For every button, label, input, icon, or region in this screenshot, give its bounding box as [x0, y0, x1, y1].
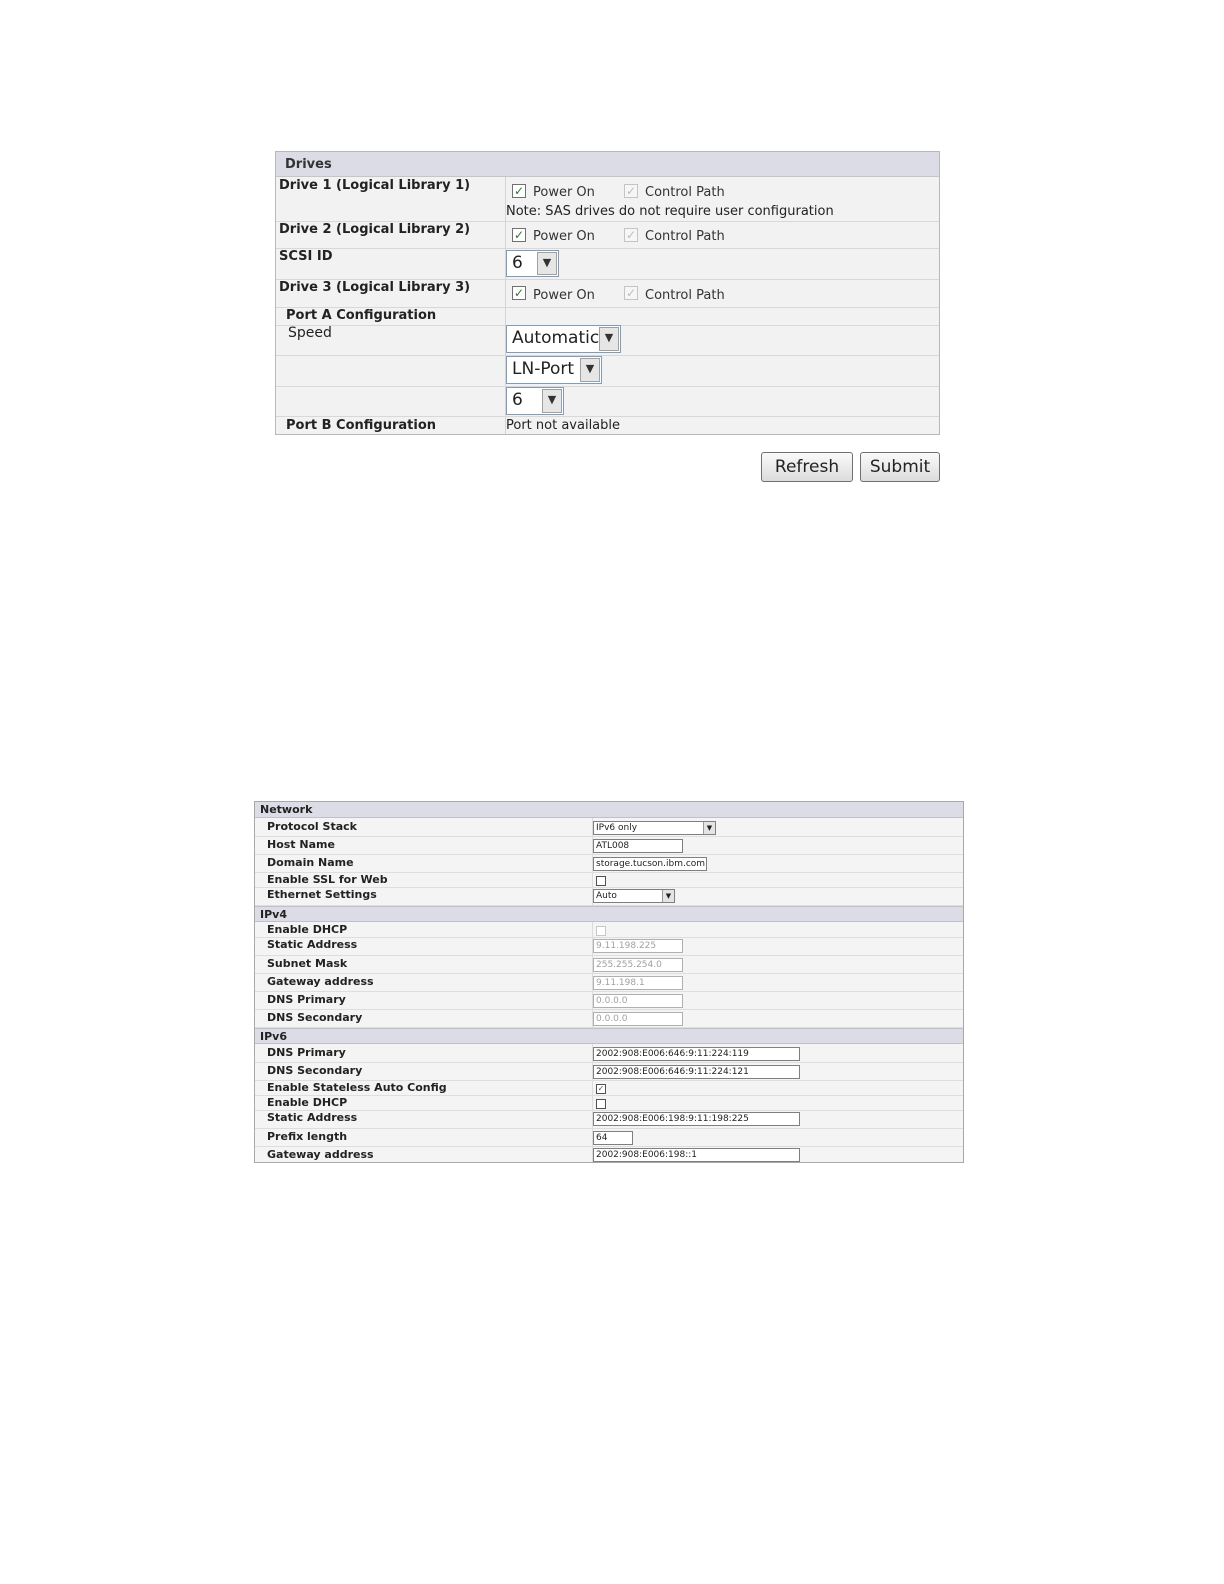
ipv6-dns-primary-row: [255, 1045, 963, 1063]
ipv6-dns-secondary-label: DNS Secondary: [267, 1064, 363, 1077]
sas-note: Note: SAS drives do not require user configuration: [506, 204, 834, 219]
drives-header: Drives: [276, 152, 939, 177]
drive2-label: Drive 2 (Logical Library 2): [279, 222, 471, 237]
drive2-power-on-checkbox[interactable]: ✓: [513, 228, 525, 242]
refresh-button[interactable]: Refresh: [761, 452, 853, 482]
drive3-power-on-checkbox[interactable]: ✓: [513, 286, 525, 300]
port-b-status: Port not available: [506, 418, 621, 433]
domain-name-input[interactable]: storage.tucson.ibm.com: [593, 857, 707, 871]
enable-ssl-checkbox[interactable]: [596, 876, 606, 886]
port-b-row: [276, 416, 939, 435]
protocol-stack-value: IPv6 only: [596, 823, 638, 833]
ipv6-stateless-checkbox[interactable]: ✓: [597, 1084, 605, 1093]
ipv4-dhcp-label: Enable DHCP: [267, 923, 348, 936]
ipv4-gateway-label: Gateway address: [267, 975, 374, 988]
drive1-control-path-label: Control Path: [645, 185, 725, 200]
ethernet-label: Ethernet Settings: [267, 888, 377, 901]
scsi-id-label: SCSI ID: [279, 249, 333, 264]
drive1-power-on-checkbox[interactable]: ✓: [513, 184, 525, 198]
ipv4-dns-primary-input[interactable]: 0.0.0.0: [593, 994, 683, 1008]
speed-row: [276, 325, 939, 356]
port-a-label: Port A Configuration: [286, 308, 437, 323]
ipv4-static-input[interactable]: 9.11.198.225: [593, 939, 683, 953]
ipv6-gateway-label: Gateway address: [267, 1148, 374, 1161]
drive3-power-on-label: Power On: [533, 288, 595, 303]
ipv4-dhcp-row: [255, 923, 963, 938]
ipv6-dhcp-row: [255, 1096, 963, 1111]
network-panel: [254, 801, 964, 1163]
drive2-row: [276, 221, 939, 249]
ipv4-gateway-input[interactable]: 9.11.198.1: [593, 976, 683, 990]
host-name-row: [255, 837, 963, 855]
ipv6-dhcp-label: Enable DHCP: [267, 1096, 348, 1109]
drive3-row: [276, 279, 939, 308]
drive3-control-path-label: Control Path: [645, 288, 725, 303]
loop-id-row: [276, 386, 939, 417]
speed-value: Automatic: [512, 328, 600, 348]
drive2-control-path-checkbox[interactable]: ✓: [625, 228, 637, 242]
ipv6-static-row: [255, 1111, 963, 1129]
topology-select[interactable]: [506, 356, 602, 384]
drive1-label: Drive 1 (Logical Library 1): [279, 178, 471, 193]
ipv6-gateway-input[interactable]: 2002:908:E006:198::1: [593, 1148, 800, 1162]
ipv6-dhcp-checkbox[interactable]: [596, 1099, 606, 1109]
ipv4-dns-primary-label: DNS Primary: [267, 993, 346, 1006]
ipv4-subnet-row: [255, 956, 963, 974]
ipv6-stateless-label: Enable Stateless Auto Config: [267, 1081, 447, 1094]
scsi-id-value: 6: [512, 253, 523, 273]
speed-select[interactable]: [506, 325, 621, 353]
ipv6-dns-primary-label: DNS Primary: [267, 1046, 346, 1059]
ipv4-dns-secondary-label: DNS Secondary: [267, 1011, 363, 1024]
protocol-stack-label: Protocol Stack: [267, 820, 357, 833]
ipv6-prefix-row: [255, 1129, 963, 1147]
ipv4-dns-primary-row: [255, 992, 963, 1010]
port-a-row: [276, 307, 939, 326]
domain-name-row: [255, 855, 963, 873]
domain-name-label: Domain Name: [267, 856, 354, 869]
drives-panel: [275, 151, 940, 435]
ethernet-select[interactable]: [593, 889, 675, 903]
scsi-id-row: [276, 248, 939, 280]
ethernet-row: [255, 888, 963, 906]
drive1-row: [276, 177, 939, 222]
port-b-label: Port B Configuration: [286, 418, 437, 433]
ipv4-section-header: IPv4: [255, 906, 963, 922]
speed-label: Speed: [288, 325, 332, 341]
drive2-power-on-label: Power On: [533, 229, 595, 244]
ipv6-gateway-row: [255, 1147, 963, 1163]
protocol-stack-select[interactable]: [593, 821, 716, 835]
ethernet-value: Auto: [596, 891, 617, 901]
host-name-label: Host Name: [267, 838, 335, 851]
ipv4-subnet-label: Subnet Mask: [267, 957, 348, 970]
ipv4-dhcp-checkbox[interactable]: [596, 926, 606, 936]
protocol-stack-row: [255, 819, 963, 837]
loop-id-select[interactable]: [506, 387, 564, 415]
ipv6-dns-primary-input[interactable]: 2002:908:E006:646:9:11:224:119: [593, 1047, 800, 1061]
ipv4-dns-secondary-input[interactable]: 0.0.0.0: [593, 1012, 683, 1026]
chevron-down-icon: ▼: [599, 327, 619, 351]
ipv6-stateless-row: [255, 1081, 963, 1096]
ipv6-prefix-input[interactable]: 64: [593, 1131, 633, 1145]
chevron-down-icon: ▼: [662, 890, 674, 902]
ipv4-gateway-row: [255, 974, 963, 992]
submit-button[interactable]: Submit: [860, 452, 940, 482]
network-section-header: Network: [255, 802, 963, 818]
ipv4-dns-secondary-row: [255, 1010, 963, 1028]
loop-id-value: 6: [512, 390, 523, 410]
ipv6-section-header: IPv6: [255, 1028, 963, 1044]
ipv4-static-row: [255, 938, 963, 956]
ipv4-static-label: Static Address: [267, 938, 358, 951]
topology-value: LN-Port: [512, 359, 575, 379]
drive3-label: Drive 3 (Logical Library 3): [279, 280, 471, 295]
drive2-control-path-label: Control Path: [645, 229, 725, 244]
host-name-input[interactable]: ATL008: [593, 839, 683, 853]
enable-ssl-label: Enable SSL for Web: [267, 873, 388, 886]
topology-row: [276, 355, 939, 387]
chevron-down-icon: ▼: [580, 358, 600, 382]
ipv4-subnet-input[interactable]: 255.255.254.0: [593, 958, 683, 972]
chevron-down-icon: ▼: [542, 389, 562, 413]
ipv6-static-input[interactable]: 2002:908:E006:198:9:11:198:225: [593, 1112, 800, 1126]
enable-ssl-row: [255, 873, 963, 888]
drive1-power-on-label: Power On: [533, 185, 595, 200]
ipv6-dns-secondary-input[interactable]: 2002:908:E006:646:9:11:224:121: [593, 1065, 800, 1079]
drive1-control-path-checkbox[interactable]: ✓: [625, 184, 637, 198]
ipv6-dns-secondary-row: [255, 1063, 963, 1081]
ipv6-prefix-label: Prefix length: [267, 1130, 348, 1143]
scsi-id-select[interactable]: [506, 250, 559, 277]
chevron-down-icon: ▼: [537, 252, 557, 275]
drive3-control-path-checkbox[interactable]: ✓: [625, 286, 637, 300]
chevron-down-icon: ▼: [703, 822, 715, 834]
ipv6-static-label: Static Address: [267, 1111, 358, 1124]
